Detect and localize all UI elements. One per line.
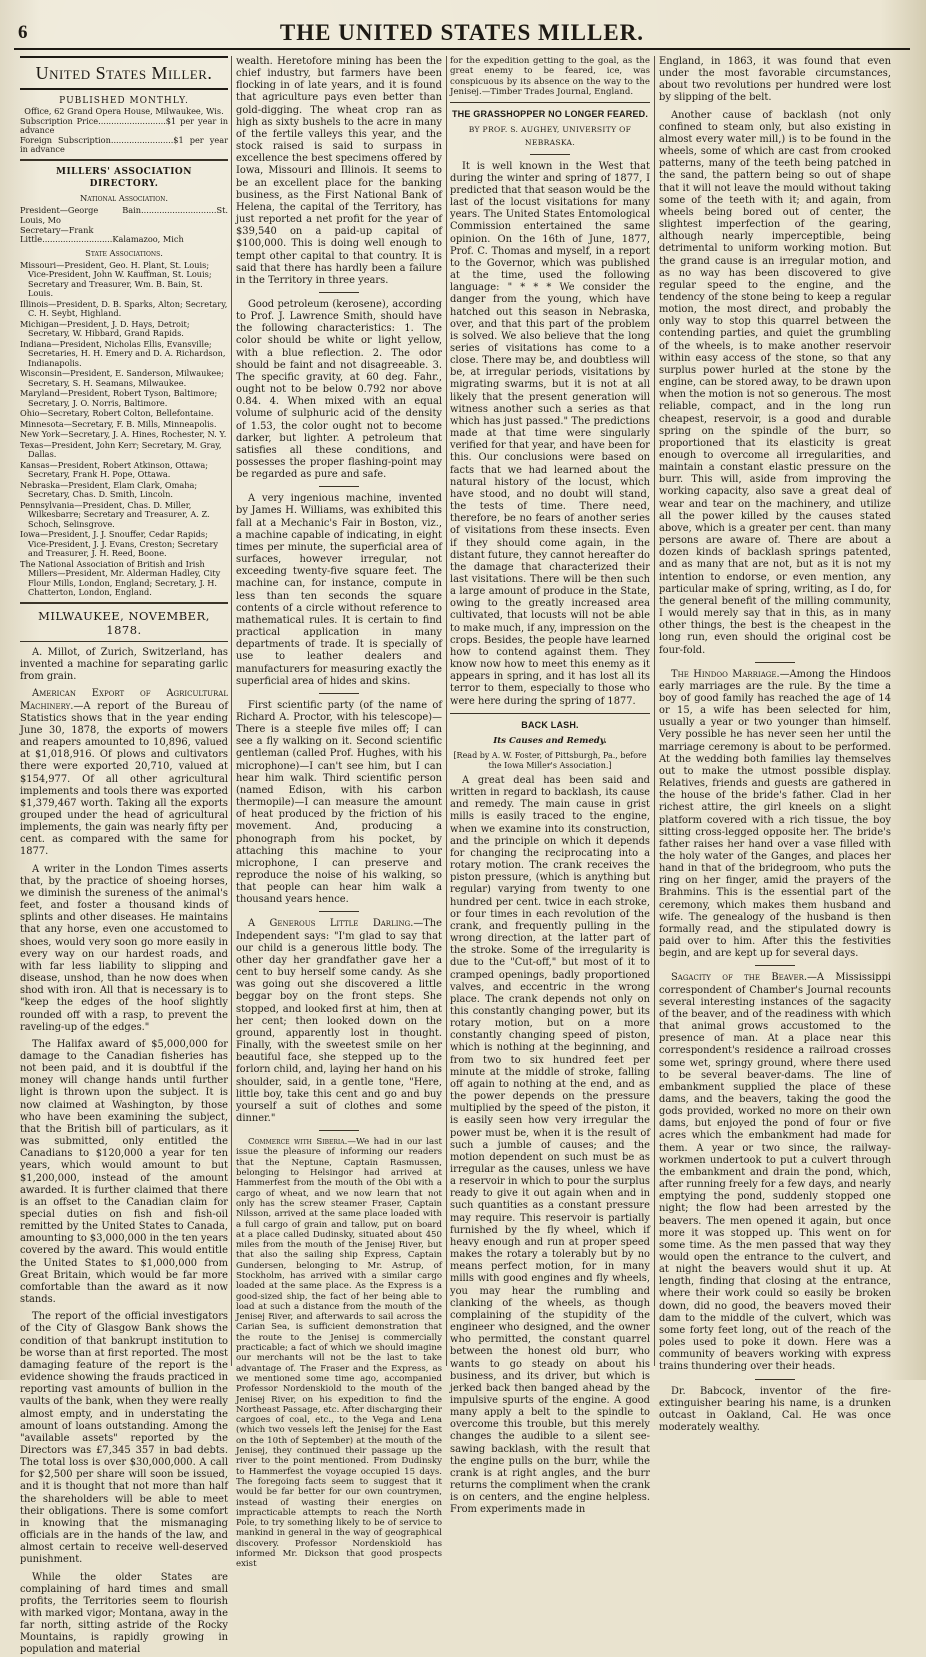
backlash-title: BACK LASH. xyxy=(521,719,579,730)
article-generous-darling-body: —The Independent says: "I'm glad to say that our child is a generous little body. The other day her grandfather gave her a cent to buy herself some candy. As she was going out she discovered a little beggar boy on the front steps. She stopped, and looked first at him, then at her cent; then looked down on the ground, apparently lost in thought. Finally, with the sweetest smile on her beautiful face, she stepped up to the forlorn child, and, laying her hand on his shoulder, said, in a gentle tone, "Here, little boy, take this cent and go and buy yourself a suit of clothes and some dinner." xyxy=(236,918,442,1124)
article-generous-darling xyxy=(236,918,442,1125)
article-siberia-continued: for the expedition getting to the goal, as the great enemy to be feared, ice, was conspicuous by its absence on the way to the Jenisej.—Timber Trades Journal, England. xyxy=(450,56,650,97)
subscription-price: Subscription Price..........................$1 per year in advance xyxy=(20,115,228,136)
article-siberia-heading: Commerce with Siberia. xyxy=(248,1137,348,1148)
backlash-note: [Read by A. W. Foster, of Pittsburgh, Pa., before the Iowa Miller's Association.] xyxy=(453,751,647,770)
divider xyxy=(319,486,359,487)
divider xyxy=(319,1130,359,1131)
state-entry: Michigan—President, J. D. Hays, Detroit; Secretary, W. Hibbard, Grand Rapids. xyxy=(20,318,190,339)
column-1 xyxy=(20,56,228,1656)
grasshopper-title: THE GRASSHOPPER NO LONGER FEARED. xyxy=(451,109,649,120)
divider xyxy=(20,602,228,604)
divider xyxy=(319,911,359,912)
backlash-subtitle: Its Causes and Remedy. xyxy=(493,735,607,746)
divider xyxy=(20,641,228,642)
state-entry: Illinois—President, D. B. Sparks, Alton; Secretary, C. H. Seybt, Highland. xyxy=(20,298,228,319)
page-number: 6 xyxy=(18,22,28,43)
article-beaver-heading: Sagacity of the Beaver. xyxy=(671,972,807,984)
backlash-another-cause: Another cause of backlash (not only confined to steam only, but also existing in almost every water mill,) is to be found in the wheels, some of which are cast from crooked patterns, many of the teeth being patched in the sand, the pattern being so out of shape that it will not leave the mould without taking some of the teeth with it; and again, from wheels being bored out of center, the slightest imperfection of the gearing, although nearly imperceptible, being detrimental to uniform working motion. But the grand cause is an irregular motion, and as no way has been discovered to give regular speed to the engine, and the tendency of the stone being to keep a regular motion, the most direct, and probably the only way to stop this quarrel between the contending parties, and quiet the grumbling of the wheels, is to make another reservoir within easy access of the stone, so that any surplus power hurled at the stone by the engine, can be stored away, to be drawn upon when the motion is not so generous. The most reliable, compact, and in the long run cheapest, reservoir, is a good and durable spring on the spindle of the burr, so proportioned that its elasticity is great enough to overcome all irregularities, and maintain a constant elastic pressure on the burr. This will, aside from improving the working capacity, also save a great deal of wear and tear on the machinery, and utilize all the power killed by the causes stated above, which is a greater per cent. than many persons are aware of. There are about a dozen kinds of backlash springs patented, and as many that are not, but as it is not my intention to endorse, or even mention, any particular make of spring, writing, as I do, for the general benefit of the milling community, I would merely say that in this, as in many other things, the best is the cheapest in the long run, even should the original cost be four-fold. xyxy=(659,109,891,656)
state-associations-heading: State Associations. xyxy=(85,247,163,258)
article-siberia xyxy=(236,1137,442,1569)
state-entry: Maryland—President, Robert Tyson, Baltimore; Secretary, J. O. Norris, Baltimore. xyxy=(20,388,218,408)
state-entry: Minnesota—Secretary, F. B. Mills, Minneapolis. xyxy=(20,418,217,429)
backlash-continued: England, in 1863, it was found that even under the most favorable circumstances, about two revolutions per hundred were lost by slipping of the belt. xyxy=(659,56,891,104)
foreign-subscription: Foreign Subscription........................$1 per year in advance xyxy=(20,134,228,155)
publication-name: United States Miller. xyxy=(20,56,228,90)
national-president: President—George Bain.............................St. Louis, Mo xyxy=(20,205,228,226)
divider xyxy=(755,662,795,663)
article-hindoo-marriage xyxy=(659,669,891,961)
article-measuring-machine: A very ingenious machine, invented by James H. Williams, was exhibited this fall at a Mechanic's Fair in Boston, viz., a machine capable of indicating, in eight times per minute, the superficial area of surfaces, however irregular, not exceeding twenty-five square feet. The machine can, for instance, compute in less than ten seconds the square contents of a circle without reference to mathematical rules. It is certain to find practical application in many departments of trade. It is specially of use to leather dealers and manufacturers for measuring exactly the superficial area of hides and skins. xyxy=(236,493,442,687)
article-halifax-award: The Halifax award of $5,000,000 for damage to the Canadian fisheries has not been paid, and it is doubtful if the money will change hands until further light is thrown upon the subject. It is now claimed at Washington, by those who have been examining the subject, that the British bill of particulars, as it was submitted, only entitled the Canadians to $120,000 a year for ten years, which would amount to but $1,200,000, instead of the amount awarded. It is further claimed that there is an offset to the Canadian claim for special duties on fish and fish-oil remitted by the United States to Canada, amounting to $3,000,000 in the ten years covered by the award. This would entitle the United States to $1,000,000 from Great Britain, which would be far more comfortable than the award as it now stands. xyxy=(20,1038,228,1306)
state-entry: Missouri—President, Geo. H. Plant, St. Louis; Vice-President, John W. Kauffman, St. Louis; Secretary and Treasurer, Wm. B. Bain, St. Louis. xyxy=(20,259,212,299)
national-association-heading: National Association. xyxy=(79,193,169,204)
divider xyxy=(319,292,359,293)
state-entry: Nebraska—President, Elam Clark, Omaha; Secretary, Chas. D. Smith, Lincoln. xyxy=(20,479,198,500)
article-glasgow-bank: The report of the official investigators of the City of Glasgow Bank shows the condition of that bankrupt institution to be worse than at first reported. The most damaging feature of the report is the evidence showing the frauds practiced in reporting vast amounts of bullion in the vaults of the bank, when they were really almost empty, and in understating the amount of loans outstanding. Among the "available assets" reported by the Directors was £7,345 357 in bad debts. The total loss is over $30,000,000. A call for $2,500 per share will soon be issued, and it is thought that not more than half the shareholders will be able to meet their obligations. There is some comfort in knowing that the mismanaging officials are in the hands of the law, and almost certain to receive well-deserved punishment. xyxy=(20,1311,228,1566)
paper-title: THE UNITED STATES MILLER. xyxy=(279,20,645,45)
article-export-body: —A report of the Bureau of Statistics shows that in the year ending June 30, 1878, the exports of mowers and reapers amounted to 10,896, valued at $1,018,916. Of plows and cultivators there were exported 20,710, valued at $154,977. Of all other agricultural implements and tools there was exported $1,379,467 worth. Taking all the exports grouped under the head of agricultural implements, the gain was nearly fifty per cent. as compared with the same for 1877. xyxy=(20,700,228,858)
backlash-body: A great deal has been said and written in regard to backlash, its cause and remedy. The main cause in grist mills is easily traced to the engine, when we examine into its construction, and the principle on which it depends for changing the reciprocating into a rotary motion. The crank receives the piston pressure, (which is anything but regular) varying from twenty to one hundred per cent. twice in each stroke, or four times in each revolution of the crank, and frequently pulling in the wrong direction, at the latter part of the stroke. Some of the irregularity is due to the "Cut-off," but most of it to cramped openings, badly proportioned valves, and eccentric in the wrong place. The crank depends not only on this constantly changing power, but its rotary motion, but on a more constantly changing speed of piston, which is nothing at the beginning, and from two to six hundred feet per minute at the middle of stroke, falling off again to nothing at the end, and as the power depends on the pressure multiplied by the speed of the piston, it is easily seen how very irregular the power must be, when it is the result of such a jumble of causes; and the motion dependent on such must be as irregular as the causes, unless we have a reservoir in which to pour the surplus ready to give it out again when and in such quantities as a constant pressure may require. This reservoir is partially furnished by the fly wheel, which if heavy enough and run at proper speed makes the rotary a tolerably but by no means perfect motion, for in many mills with good engines and fly wheels, you may hear the rumbling and clanking of the wheels, as though complaining of the stupidity of the engineer who designed, and the owner who permitted, the constant quarrel between the honest old burr, who wants to go steady on about his business, and its driver, but which is jerked back then banged ahead by the impulsive spurts of the engine. A good many apply a belt to the spindle to overcome this trouble, but this merely changes the audible to a silent see-sawing backlash, with the result that the engine pulls on the burr, while the crank is at right angles, and the burr returns the compliment when the crank is on centers, and the engine helpless. From experiments made in xyxy=(450,775,650,1516)
national-secretary: Secretary—Frank Little...........................Kalamazoo, Mich xyxy=(20,224,184,245)
directory-title: MILLERS' ASSOCIATION DIRECTORY. xyxy=(55,166,193,190)
article-export-heading: American Export of Agricultural Machinery. xyxy=(20,688,228,712)
article-generous-darling-heading: A Generous Little Darling. xyxy=(248,918,414,930)
divider xyxy=(20,159,228,161)
article-hindoo-marriage-body: —Among the Hindoos early marriages are the rule. By the time a boy of good family has reached the age of 14 or 15, a wife has been selected for him, usually a year or two younger than himself. Very possible he has never seen her until the marriage ceremony is about to be performed. At the wedding both families lay themselves out to make the utmost possible display. Relatives, friends and guests are gathered in the house of the bride's father. Clad in her richest attire, the girl kneels on a slight platform covered with a rich tissue, the boy sitting cross-legged opposite her. The bride's father raises her hand over a vase filled with the holy water of the Ganges, and places her hand in that of the bridegroom, who puts the ring on her finger, amid the prayers of the Brahmins. This is the essential part of the ceremony, which makes them husband and wife. The genealogy of the husband is then formally read, and the stipulated dowry is paid over to him. After this the festivities begin, and are kept up for several days. xyxy=(659,668,891,960)
divider xyxy=(450,102,650,103)
article-scientific-party: First scientific party (of the name of Richard A. Proctor, with his telescope)—There is a steeple five miles off; I can see a fly walking on it. Second scientific gentleman (called Prof. Hughes, with his microphone)—I can't see him, but I can hear him walk. Third scientific person (named Edison, with his carbon thermopile)—I can measure the amount of heat produced by the friction of his movement. And, producing a phonograph from his pocket, by attaching this machine to your microphone, I can preserve and reproduce the noise of his walking, so that people can hear him walk a thousand years hence. xyxy=(236,699,442,906)
state-entry: Ohio—Secretary, Robert Colton, Bellefontaine. xyxy=(20,408,214,419)
article-beaver xyxy=(659,972,891,1373)
divider xyxy=(450,713,650,714)
dateline: MILWAUKEE, NOVEMBER, 1878. xyxy=(38,608,210,637)
office-address: Office, 62 Grand Opera House, Milwaukee, Wis. xyxy=(24,106,224,116)
article-horse-shoeing: A writer in the London Times asserts that, by the practice of shoeing horses, we diminish the sureness of the animal's feet, and foster a thousand kinds of splints and other diseases. He maintains that any horse, even one accustomed to shoes, would very soon go more easily in every way on our hardest roads, and with far less liability to slipping and disease, unshod, than he now does when shod with iron. All that is necessary is to "keep the edges of the hoof slightly rounded off with a rasp, to prevent the raveling-up of the edges." xyxy=(20,863,228,1033)
state-entry: Pennsylvania—President, Chas. D. Miller, Wilkesbarre; Secretary and Treasurer, A. Z. Schoch, Selinsgrove. xyxy=(20,499,210,529)
masthead xyxy=(14,18,910,50)
article-beaver-body: —A Mississippi correspondent of Chamber's Journal recounts several interesting instances of the sagacity of the beaver, and of the readiness with which that animal grows accustomed to the presence of man. At a place near this correspondent's residence a railroad crosses some wet, springy ground, where there used to be several beaver-dams. The line of embankment supplied the place of these dams, and the beavers, taking the good the gods provided, worked no more on their own dams, but enjoyed the pond of four or five acres which the embankment had made for them. A year or two since, the railway-workmen undertook to put a culvert through the embankment and drain the pond, which, after running freely for a few days, and nearly emptying the pond, suddenly stopped one night; the flow had been arrested by the beavers. The men opened it again, but once more it was stopped up. This went on for some time. As the men passed that way they would open the entrance to the culvert, and at night the beavers would shut it up. At length, finding that closing at the entrance, where their work could so easily be broken down, did no good, the beavers moved their dam to the middle of the culvert, which was some forty feet long, out of the reach of the poles used to poke it down. Here was a community of beavers working with express trains thundering over their heads. xyxy=(659,972,891,1373)
divider xyxy=(755,1379,795,1380)
article-babcock: Dr. Babcock, inventor of the fire-extinguisher bearing his name, is a drunken outcast in Oakland, Cal. He was once moderately wealthy. xyxy=(659,1385,891,1434)
column-rule xyxy=(654,56,655,1366)
state-entry: Iowa—President, J. J. Snouffer, Cedar Rapids; Vice-President, J. J. Evans, Creston; Secretary and Treasurer, J. H. Reed, Boone. xyxy=(20,529,218,559)
article-petroleum: Good petroleum (kerosene), according to Prof. J. Lawrence Smith, should have the following characteristics: 1. The color should be white or light yellow, with a blue reflection. 2. The odor should be faint and not disagreeable. 3. The specific gravity, at 60 deg. Fahr., ought not to be below 0.792 nor above 0.84. 4. When mixed with an equal volume of sulphuric acid of the density of 1.53, the color ought not to become darker, but lighter. A petroleum that satisfies all these conditions, and possesses the proper flashing-point may be regarded as pure and safe. xyxy=(236,298,442,481)
state-entry: New York—Secretary, J. A. Hines, Rochester, N. Y. xyxy=(20,429,227,440)
column-rule xyxy=(446,56,447,1366)
state-entry: Kansas—President, Robert Atkinson, Ottawa; Secretary, Frank H. Pope, Ottawa. xyxy=(20,459,209,480)
state-entry: Texas—President, John Kerr; Secretary, M. Gray, Dallas. xyxy=(20,439,222,460)
article-siberia-body: —We had in our last issue the pleasure of informing our readers that the Neptune, Captain Rasmussen, belonging to Helsingor had arrived at Hammerfest from the mouth of the Obi with a cargo of wheat, and we now learn that not only has the screw steamer Fraser, Captain Nilsson, arrived at the same place loaded with a full cargo of grain and tallow, put on board at a place called Dudinsky, situated about 450 miles from the mouth of the Jenisej River, but that also the sailing ship Express, Captain Gundersen, belonging to Mr. Astrup, of Stockholm, has arrived with a similar cargo loaded at the same place. As the Express is a good-sized ship, the fact of her being able to load at such a distance from the mouth of the Jenisej River, and afterwards to sail across the Carian Sea, is sufficient demonstration that the route to the Jenisej is commercially practicable; a fact of which we should imagine our merchants will not be the last to take advantage of. The Fraser and the Express, as we mentioned some time ago, accompanied Professor Nordenskiold to the mouth of the Jenisej River, on his expedition to find the Northeast Passage, etc. After discharging their cargoes of coal, etc., to the Vega and Lena (which two vessels left the Jenisej for the East on the 10th of September) at the mouth of the Jenisej, they continued their passage up the river to the point mentioned. From Dudinsky to Hammerfest the voyage occupied 15 days. The foregoing facts seem to suggest that it would be far better for our own countrymen, instead of wasting their energies on impracticable attempts to reach the North Pole, to try something likely to be of service to mankind in general in the way of geographical discovery. Professor Nordenskiold has informed Mr. Dickson that good prospects exist xyxy=(236,1137,442,1570)
published-monthly: PUBLISHED MONTHLY. xyxy=(59,96,189,106)
state-entry: The National Association of British and Irish Millers—President, Mr. Alderman Hadley, City Flour Mills, London, England; Secretary, J. H. Chatterton, London, England. xyxy=(20,558,221,598)
article-territories: While the older States are complaining of hard times and small profits, the Territories seem to flourish with marked vigor; Montana, away in the far north, sitting astride of the Rocky Mountains, is rapidly growing in population and material xyxy=(20,1571,228,1656)
article-millot: A. Millot, of Zurich, Switzerland, has invented a machine for separating garlic from grain. xyxy=(20,646,228,683)
column-rule xyxy=(231,56,232,1366)
column-4 xyxy=(659,56,891,1434)
divider xyxy=(755,965,795,966)
article-hindoo-marriage-heading: The Hindoo Marriage. xyxy=(671,668,780,680)
divider xyxy=(319,693,359,694)
column-2 xyxy=(236,56,442,1570)
state-entry: Wisconsin—President, E. Sanderson, Milwaukee; Secretary, S. H. Seamans, Milwaukee. xyxy=(20,368,224,388)
grasshopper-byline: BY PROF. S. AUGHEY, UNIVERSITY OF NEBRASKA. xyxy=(468,125,632,147)
grasshopper-body: It is well known in the West that during the winter and spring of 1877, I predicted that that season would be the last of the locust visitations for many years. The United States Entomological Commission entertained the same opinion. On the 16th of June, 1877, Prof. C. Thomas and myself, in a report to the Governor, which was published at the time, used the following language: " * * * We consider the danger from the young, which have hatched out this season in Nebraska, over, and that this part of the problem is solved. We also believe that the long series of visitations has come to a close. There may be, and doubtless will be, at irregular periods, visitations by migrating swarms, but it is not at all likely that the present generation will witness another such a series as that which has just passed." The predictions made at that time were singularly verified for that year, and have been for this. Our conclusions were based on facts that we had learned about the natural history of the locust, which have stood, and no doubt will stand, the tests of time. There need, therefore, be no fears of another series of visitations from these insects. Even if they should come again, in the distant future, they cannot hereafter do the damage that characterized their last visitations. There will be then such a large amount of produce in the State, owing to the greatly increased area cultivated, that locusts will not be able to make much, if any, impression on the crops. Besides, the people have learned how to contend against them. They know now how to meet this enemy as it appears in spring, and it has lost all its terror to them, especially to those who were here during the spring of 1877. xyxy=(450,160,650,707)
article-export xyxy=(20,688,228,858)
divider xyxy=(530,154,570,155)
column-3 xyxy=(450,56,650,1516)
state-entry: Indiana—President, Nicholas Ellis, Evansville; Secretaries, H. H. Emery and D. A. Richardson, Indianapolis. xyxy=(20,338,226,368)
article-montana-continued: wealth. Heretofore mining has been the chief industry, but farmers have been flocking in of late years, and it is found that agriculture pays even better than gold-digging. The wheat crop ran as high as sixty bushels to the acre in many of the fertile valleys this year, and the stock raised is said to surpass in excellence the best specimens offered by Iowa, Missouri and Illinois. It seems to be an excellent place for the banking business, as the First National Bank of Helena, the capital of the Territory, has just reported a net profit for the year of $39,540 on a paid-up capital of $100,000. This is doing well enough to tempt other capital to that country. It is said that there has hardly been a failure in the Territory in three years. xyxy=(236,56,442,286)
